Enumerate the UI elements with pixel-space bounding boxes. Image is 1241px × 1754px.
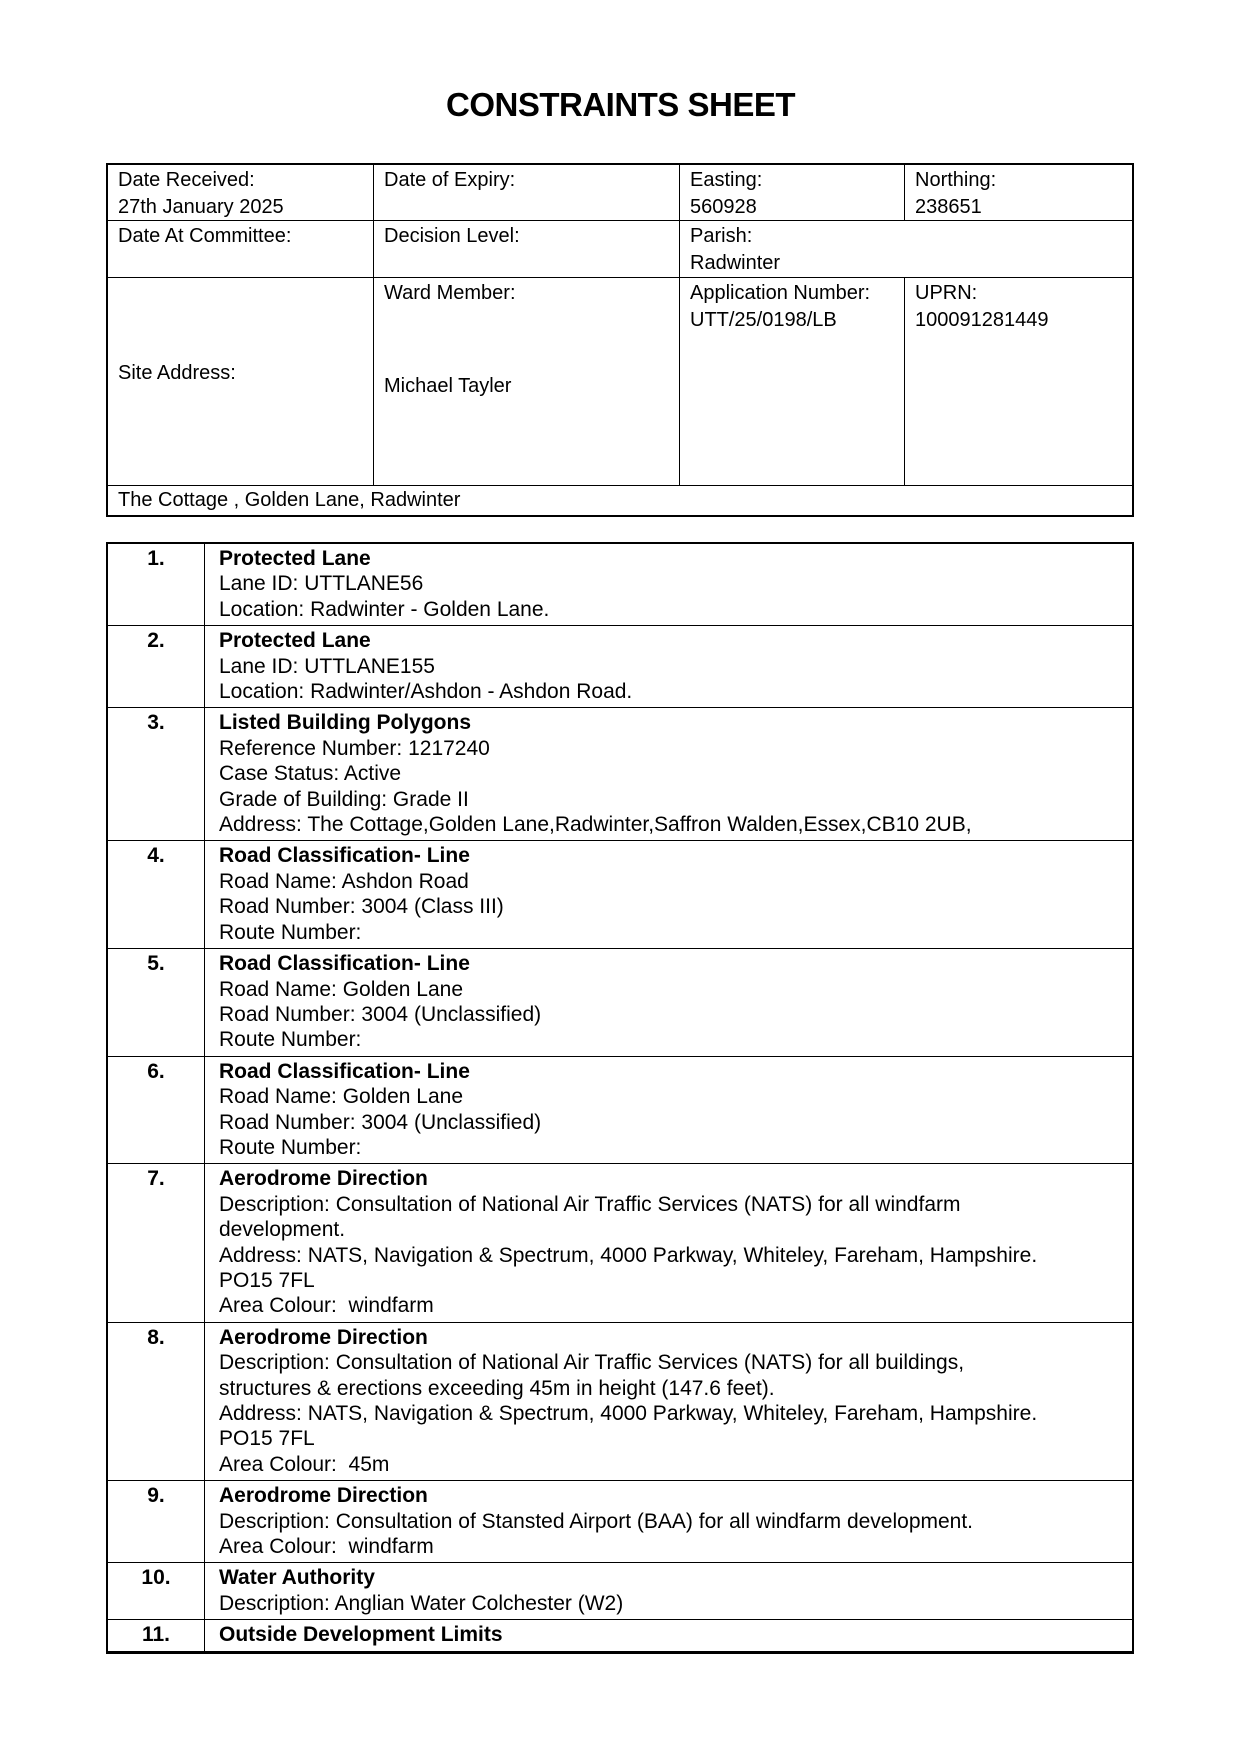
constraint-line: structures & erections exceeding 45m in height (147.6 feet). bbox=[219, 1376, 775, 1400]
constraint-line: Lane ID: UTTLANE56 bbox=[219, 572, 424, 596]
ward-member-value: Michael Tayler bbox=[384, 375, 512, 397]
constraint-title: Road Classification- Line bbox=[219, 1059, 470, 1083]
constraint-line: Description: Consultation of National Air Traffic Services (NATS) for all windfarm bbox=[219, 1192, 961, 1216]
constraint-number: 1. bbox=[108, 544, 205, 625]
site-address-label: Site Address: bbox=[118, 362, 236, 384]
easting-value: 560928 bbox=[690, 196, 757, 218]
constraint-title: Outside Development Limits bbox=[219, 1623, 503, 1647]
date-received-cell bbox=[108, 165, 374, 221]
constraint-line: Address: NATS, Navigation & Spectrum, 4000 Parkway, Whiteley, Fareham, Hampshire. bbox=[219, 1243, 1038, 1267]
constraint-row bbox=[108, 625, 1132, 707]
date-received-label: Date Received: bbox=[118, 169, 255, 191]
constraint-title: Road Classification- Line bbox=[219, 844, 470, 868]
constraint-number: 10. bbox=[108, 1563, 205, 1619]
constraint-row bbox=[108, 948, 1132, 1056]
constraint-line: development. bbox=[219, 1218, 346, 1242]
constraint-number: 7. bbox=[108, 1164, 205, 1321]
constraint-line: Address: The Cottage,Golden Lane,Radwinter,Saffron Walden,Essex,CB10 2UB, bbox=[219, 813, 972, 837]
constraint-title: Aerodrome Direction bbox=[219, 1484, 428, 1508]
constraint-number: 2. bbox=[108, 626, 205, 707]
constraint-number: 5. bbox=[108, 949, 205, 1056]
constraint-row bbox=[108, 544, 1132, 625]
constraint-title: Listed Building Polygons bbox=[219, 711, 471, 735]
site-address-value-cell bbox=[108, 486, 1132, 515]
constraint-title: Aerodrome Direction bbox=[219, 1325, 428, 1349]
application-number-label: Application Number: bbox=[690, 282, 871, 304]
constraint-line: Grade of Building: Grade II bbox=[219, 787, 469, 811]
constraint-line: Road Name: Golden Lane bbox=[219, 1085, 463, 1109]
parish-value: Radwinter bbox=[690, 252, 781, 274]
constraint-row bbox=[108, 707, 1132, 840]
constraint-row bbox=[108, 1322, 1132, 1480]
constraint-line: Road Number: 3004 (Unclassified) bbox=[219, 1110, 542, 1134]
constraint-line: Location: Radwinter/Ashdon - Ashdon Road. bbox=[219, 680, 633, 704]
date-of-expiry-label: Date of Expiry: bbox=[384, 169, 516, 191]
constraint-line: Route Number: bbox=[219, 1135, 362, 1159]
date-received-value: 27th January 2025 bbox=[118, 196, 284, 218]
constraint-number: 3. bbox=[108, 708, 205, 840]
uprn-label: UPRN: bbox=[915, 282, 978, 304]
constraint-row bbox=[108, 1056, 1132, 1164]
constraint-row bbox=[108, 1562, 1132, 1619]
constraint-line: Road Name: Ashdon Road bbox=[219, 869, 469, 893]
constraint-line: Route Number: bbox=[219, 920, 362, 944]
constraint-title: Protected Lane bbox=[219, 547, 371, 570]
constraint-line: Lane ID: UTTLANE155 bbox=[219, 654, 435, 678]
constraint-line: Road Number: 3004 (Unclassified) bbox=[219, 1002, 542, 1026]
constraint-line: Area Colour: windfarm bbox=[219, 1294, 434, 1318]
constraint-row bbox=[108, 1619, 1132, 1650]
constraint-number: 4. bbox=[108, 841, 205, 948]
constraint-line: Description: Consultation of National Air Traffic Services (NATS) for all buildings, bbox=[219, 1351, 965, 1375]
constraint-line: Description: Consultation of Stansted Airport (BAA) for all windfarm development. bbox=[219, 1509, 974, 1533]
easting-cell bbox=[680, 165, 905, 221]
constraint-line: Road Name: Golden Lane bbox=[219, 977, 463, 1001]
site-address-cell bbox=[108, 278, 374, 486]
uprn-cell bbox=[905, 278, 1132, 486]
application-number-value: UTT/25/0198/LB bbox=[690, 309, 837, 331]
constraint-title: Road Classification- Line bbox=[219, 952, 470, 976]
constraint-line: Location: Radwinter - Golden Lane. bbox=[219, 597, 550, 621]
site-address-value: The Cottage , Golden Lane, Radwinter bbox=[118, 489, 461, 511]
constraint-title: Aerodrome Direction bbox=[219, 1167, 428, 1191]
decision-level-cell bbox=[374, 221, 680, 278]
uprn-value: 100091281449 bbox=[915, 309, 1049, 331]
constraint-title: Water Authority bbox=[219, 1566, 375, 1590]
constraint-number: 8. bbox=[108, 1323, 205, 1480]
constraint-row bbox=[108, 1163, 1132, 1321]
parish-cell bbox=[680, 221, 1132, 278]
date-at-committee-cell bbox=[108, 221, 374, 278]
constraint-line: Case Status: Active bbox=[219, 762, 402, 786]
constraint-line: Reference Number: 1217240 bbox=[219, 736, 490, 760]
northing-cell bbox=[905, 165, 1132, 221]
easting-label: Easting: bbox=[690, 169, 763, 191]
constraint-row bbox=[108, 840, 1132, 948]
constraint-line: Road Number: 3004 (Class III) bbox=[219, 895, 504, 919]
page-title: CONSTRAINTS SHEET bbox=[445, 86, 796, 123]
constraint-line: PO15 7FL bbox=[219, 1268, 315, 1292]
constraint-number: 9. bbox=[108, 1481, 205, 1562]
constraint-title: Protected Lane bbox=[219, 629, 371, 653]
constraint-line: Area Colour: windfarm bbox=[219, 1535, 434, 1559]
constraint-line: Description: Anglian Water Colchester (W2) bbox=[219, 1591, 624, 1615]
northing-label: Northing: bbox=[915, 169, 997, 191]
constraint-number: 11. bbox=[108, 1620, 205, 1650]
northing-value: 238651 bbox=[915, 196, 982, 218]
constraints-table bbox=[106, 542, 1134, 1654]
constraint-line: Route Number: bbox=[219, 1028, 362, 1052]
summary-table bbox=[106, 163, 1134, 517]
date-at-committee-label: Date At Committee: bbox=[118, 225, 292, 247]
constraint-line: Address: NATS, Navigation & Spectrum, 4000 Parkway, Whiteley, Fareham, Hampshire. bbox=[219, 1402, 1038, 1425]
ward-member-cell bbox=[374, 278, 680, 486]
constraint-line: Area Colour: 45m bbox=[219, 1452, 390, 1476]
parish-label: Parish: bbox=[690, 225, 753, 247]
constraint-row bbox=[108, 1480, 1132, 1562]
application-number-cell bbox=[680, 278, 905, 486]
date-of-expiry-cell bbox=[374, 165, 680, 221]
constraint-line: PO15 7FL bbox=[219, 1427, 315, 1451]
ward-member-label: Ward Member: bbox=[384, 282, 516, 304]
decision-level-label: Decision Level: bbox=[384, 225, 520, 247]
constraint-number: 6. bbox=[108, 1057, 205, 1164]
